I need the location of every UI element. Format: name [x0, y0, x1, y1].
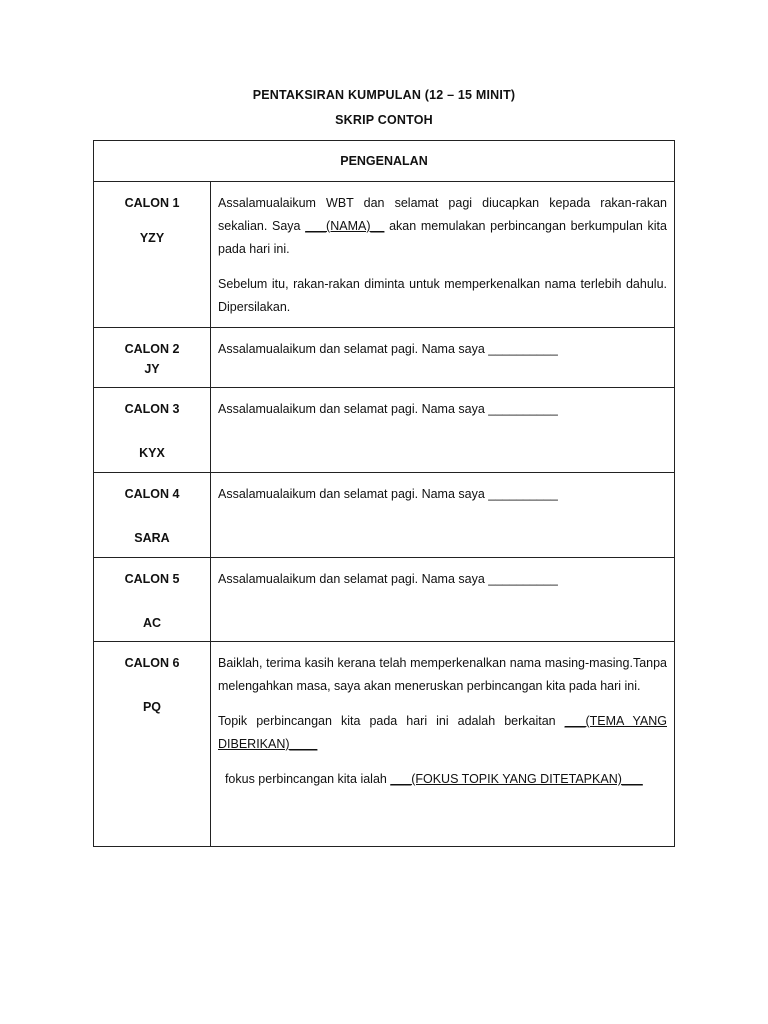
- script-text-cell: [211, 388, 675, 473]
- script-paragraph: Assalamualaikum dan selamat pagi. Nama saya __________: [218, 402, 558, 416]
- document-subtitle: SKRIP CONTOH: [335, 113, 433, 127]
- script-paragraph: [218, 192, 667, 261]
- script-table: [93, 140, 675, 847]
- table-row: [94, 642, 675, 847]
- script-paragraph: [218, 710, 667, 756]
- blank-theme: ___(TEMA YANG DIBERIKAN)____: [218, 714, 667, 751]
- document-title: PENTAKSIRAN KUMPULAN (12 – 15 MINIT): [252, 88, 516, 102]
- blank-name: ___(NAMA)__: [305, 219, 385, 233]
- section-title-row: [94, 141, 675, 182]
- script-text: Topik perbincangan kita pada hari ini adalah berkaitan: [218, 714, 565, 728]
- script-paragraph: Assalamualaikum dan selamat pagi. Nama saya __________: [218, 487, 558, 501]
- candidate-name: PQ: [142, 700, 162, 714]
- script-text-cell: [211, 182, 675, 328]
- candidate-name: KYX: [139, 446, 165, 460]
- table-row: [94, 558, 675, 642]
- script-paragraph: Assalamualaikum dan selamat pagi. Nama saya __________: [218, 342, 558, 356]
- table-row: [94, 328, 675, 388]
- candidate-cell: [94, 558, 211, 642]
- script-paragraph: Baiklah, terima kasih kerana telah memperkenalkan nama masing-masing.Tanpa melengahkan masa, saya akan meneruskan perbincangan kita pada hari ini.: [218, 656, 667, 693]
- candidate-cell: [94, 473, 211, 558]
- candidate-cell: [94, 388, 211, 473]
- candidate-label: CALON 2: [124, 342, 180, 356]
- candidate-label: CALON 1: [124, 196, 180, 210]
- candidate-label: CALON 4: [124, 487, 180, 501]
- table-row: [94, 182, 675, 328]
- script-text-cell: [211, 642, 675, 847]
- candidate-name: AC: [142, 616, 162, 630]
- script-text-cell: [211, 473, 675, 558]
- candidate-cell: [94, 182, 211, 328]
- candidate-label: CALON 3: [124, 402, 180, 416]
- table-row: [94, 388, 675, 473]
- blank-focus: ___(FOKUS TOPIK YANG DITETAPKAN)___: [390, 772, 643, 786]
- section-title: PENGENALAN: [94, 141, 675, 182]
- candidate-name: YZY: [139, 231, 165, 245]
- script-text: akan memulakan perbincangan berkumpulan kita pada hari ini.: [218, 219, 667, 256]
- candidate-name: JY: [144, 362, 160, 376]
- script-text: Assalamualaikum WBT dan selamat pagi diucapkan kepada rakan-rakan sekalian. Saya: [218, 196, 667, 233]
- script-text: fokus perbincangan kita ialah: [218, 772, 391, 786]
- script-paragraph: Assalamualaikum dan selamat pagi. Nama saya __________: [218, 572, 558, 586]
- script-text-cell: [211, 328, 675, 388]
- script-paragraph: Sebelum itu, rakan-rakan diminta untuk memperkenalkan nama terlebih dahulu. Dipersilakan.: [218, 277, 667, 314]
- candidate-cell: [94, 328, 211, 388]
- candidate-label: CALON 6: [124, 656, 180, 670]
- script-paragraph: [218, 768, 667, 791]
- candidate-cell: [94, 642, 211, 847]
- candidate-label: CALON 5: [124, 572, 180, 586]
- script-text-cell: [211, 558, 675, 642]
- table-row: [94, 473, 675, 558]
- candidate-name: SARA: [134, 531, 170, 545]
